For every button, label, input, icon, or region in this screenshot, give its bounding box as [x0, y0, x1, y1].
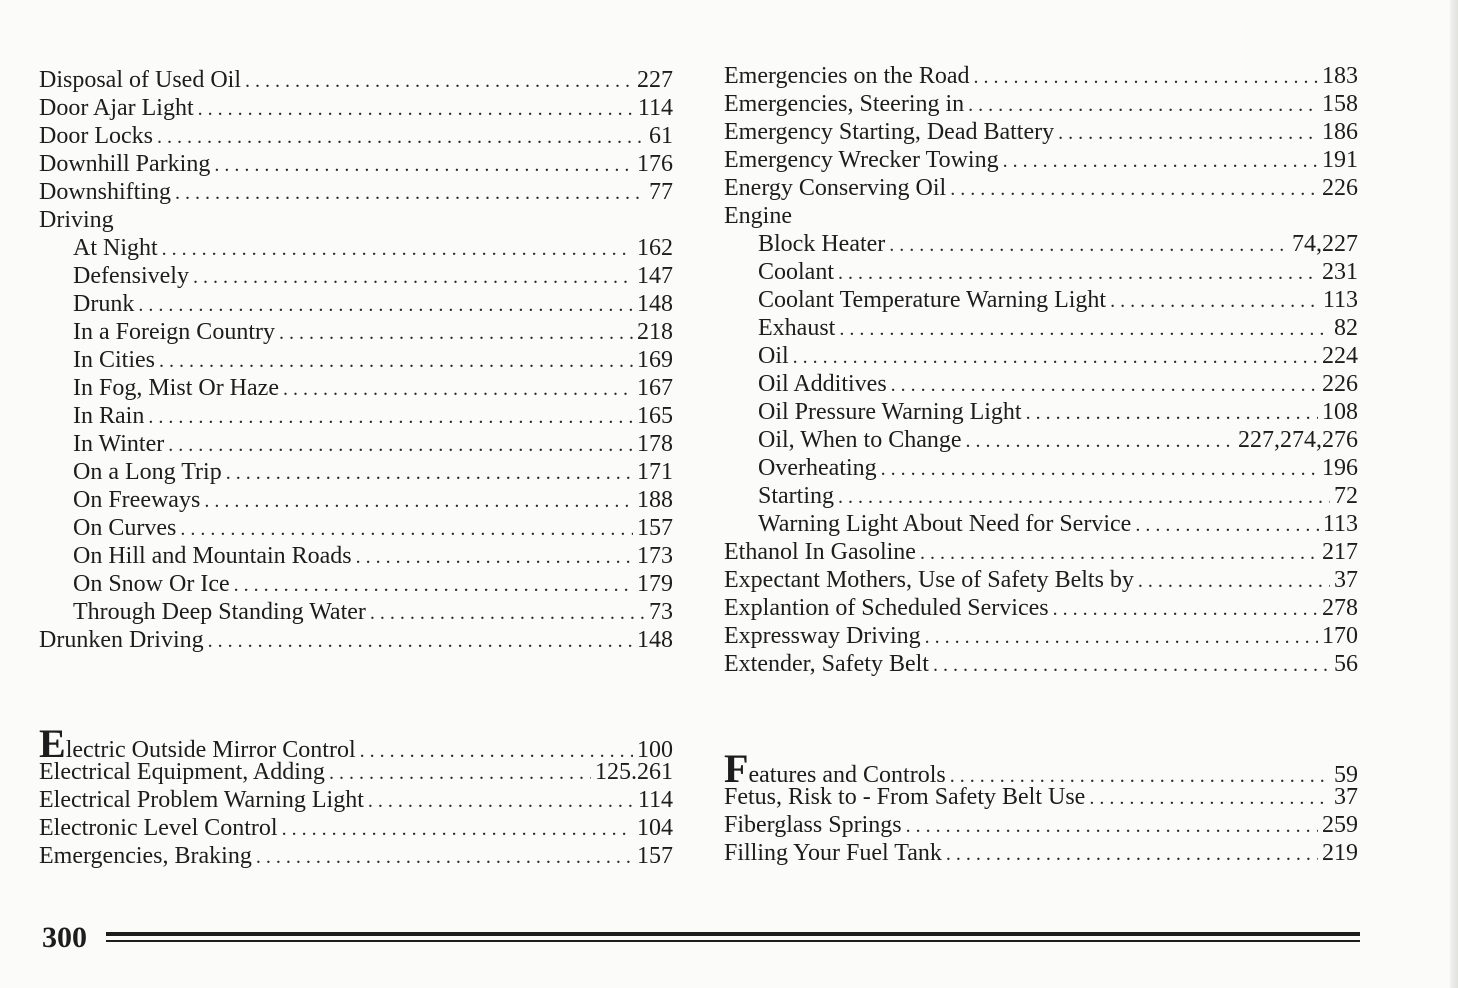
- index-entry: [39, 150, 673, 178]
- index-page-ref: 61: [649, 123, 673, 149]
- index-subentry: [39, 402, 673, 430]
- index-term: Oil, When to Change: [758, 427, 962, 453]
- dot-leader: [283, 375, 633, 403]
- index-term: Emergency Wrecker Towing: [724, 147, 999, 173]
- index-entry: [39, 94, 673, 122]
- index-page-ref: 219: [1322, 840, 1358, 866]
- index-entry: [724, 118, 1358, 146]
- index-entry: [724, 622, 1358, 650]
- index-subentry: [39, 542, 673, 570]
- index-term: Exhaust: [758, 315, 836, 341]
- index-page-ref: 218: [637, 319, 673, 345]
- index-page-ref: 125.261: [595, 759, 673, 785]
- index-term: Filling Your Fuel Tank: [724, 840, 942, 866]
- index-entry: [39, 626, 673, 654]
- dot-leader: [1138, 567, 1330, 595]
- section-dropcap: E: [39, 721, 66, 766]
- index-page-ref: 147: [637, 263, 673, 289]
- index-page-ref: 73: [649, 599, 673, 625]
- index-section-e-continued: [724, 62, 1358, 678]
- index-page-ref: 37: [1334, 784, 1358, 810]
- index-term: Electrical Problem Warning Light: [39, 787, 364, 813]
- index-page-ref: 173: [637, 543, 673, 569]
- index-page-ref: 183: [1322, 63, 1358, 89]
- index-term: Fetus, Risk to - From Safety Belt Use: [724, 784, 1086, 810]
- index-subentry: [39, 346, 673, 374]
- index-subentry: [724, 258, 1358, 286]
- index-term: In Winter: [73, 431, 165, 457]
- index-page-ref: 113: [1322, 511, 1358, 537]
- index-page-ref: 186: [1322, 119, 1358, 145]
- dot-leader: [973, 63, 1318, 91]
- index-page-ref: 114: [637, 95, 673, 121]
- dot-leader: [891, 371, 1318, 399]
- dot-leader: [368, 787, 634, 815]
- index-term: Oil Additives: [758, 371, 887, 397]
- index-heading: [724, 202, 1358, 230]
- dot-leader: [370, 599, 645, 627]
- dot-leader: [950, 175, 1318, 203]
- index-entry: [39, 814, 673, 842]
- index-term: Warning Light About Need for Service: [758, 511, 1132, 537]
- index-entry: [39, 758, 673, 786]
- index-term: Explantion of Scheduled Services: [724, 595, 1049, 621]
- index-term: On Hill and Mountain Roads: [73, 543, 352, 569]
- dot-leader: [193, 263, 633, 291]
- index-term: On a Long Trip: [73, 459, 222, 485]
- dot-leader: [226, 459, 633, 487]
- dot-leader: [839, 315, 1330, 343]
- index-term: Energy Conserving Oil: [724, 175, 947, 201]
- dot-leader: [180, 515, 633, 543]
- index-term-rest: lectric Outside Mirror Control: [65, 737, 356, 763]
- index-entry: [724, 783, 1358, 811]
- index-term: Electronic Level Control: [39, 815, 278, 841]
- index-entry: [724, 90, 1358, 118]
- index-term: Oil: [758, 343, 789, 369]
- index-term: Expressway Driving: [724, 623, 921, 649]
- dot-leader: [1058, 119, 1318, 147]
- index-term: Door Ajar Light: [39, 95, 194, 121]
- index-term: Emergencies on the Road: [724, 63, 970, 89]
- index-page-ref: 196: [1322, 455, 1358, 481]
- index-page-ref: 157: [637, 515, 673, 541]
- index-term: On Curves: [73, 515, 177, 541]
- index-page-ref: 165: [637, 403, 673, 429]
- dot-leader: [148, 403, 633, 431]
- index-entry: [724, 594, 1358, 622]
- dot-leader: [256, 843, 633, 871]
- dot-leader: [1089, 784, 1330, 812]
- index-page-ref: 158: [1322, 91, 1358, 117]
- dot-leader: [208, 627, 633, 655]
- index-section-d: [39, 66, 673, 654]
- dot-leader: [159, 347, 633, 375]
- dot-leader: [175, 179, 645, 207]
- index-entry: [39, 786, 673, 814]
- index-subentry: [39, 514, 673, 542]
- index-subentry: [39, 570, 673, 598]
- index-subentry: [724, 342, 1358, 370]
- index-term: On Snow Or Ice: [73, 571, 230, 597]
- index-term: Block Heater: [758, 231, 886, 257]
- index-subentry: [39, 430, 673, 458]
- index-term: Oil Pressure Warning Light: [758, 399, 1022, 425]
- index-subentry: [39, 234, 673, 262]
- dot-leader: [925, 623, 1318, 651]
- dot-leader: [838, 259, 1318, 287]
- index-page-ref: 226: [1322, 175, 1358, 201]
- index-term: Emergencies, Steering in: [724, 91, 965, 117]
- index-subentry: [724, 370, 1358, 398]
- dot-leader: [138, 291, 633, 319]
- index-page-ref: 170: [1322, 623, 1358, 649]
- index-subentry: [39, 262, 673, 290]
- index-subentry: [39, 598, 673, 626]
- dot-leader: [1135, 511, 1319, 539]
- index-subentry: [724, 482, 1358, 510]
- index-term: Starting: [758, 483, 834, 509]
- index-entry: [39, 721, 673, 766]
- index-subentry: [39, 486, 673, 514]
- index-column-left: [39, 66, 673, 869]
- index-entry: [724, 839, 1358, 867]
- index-term: Defensively: [73, 263, 189, 289]
- index-section-e: [39, 721, 673, 870]
- dot-leader: [282, 815, 633, 843]
- index-page-ref: 114: [637, 787, 673, 813]
- index-subentry: [724, 510, 1358, 538]
- index-subentry: [39, 290, 673, 318]
- index-term: In Fog, Mist Or Haze: [73, 375, 279, 401]
- index-subentry: [724, 286, 1358, 314]
- index-entry: [724, 146, 1358, 174]
- index-term: Door Locks: [39, 123, 153, 149]
- index-term: Drunk: [73, 291, 135, 317]
- dot-leader: [838, 483, 1330, 511]
- index-page-ref: 217: [1322, 539, 1358, 565]
- index-subentry: [39, 458, 673, 486]
- index-page-ref: 113: [1322, 287, 1358, 313]
- index-page-ref: 100: [637, 737, 673, 763]
- dot-leader: [168, 431, 633, 459]
- index-page-ref: 227,274,276: [1238, 427, 1358, 453]
- dot-leader: [1003, 147, 1318, 175]
- index-term: At Night: [73, 235, 158, 261]
- index-page-ref: 148: [637, 627, 673, 653]
- index-page-ref: 179: [637, 571, 673, 597]
- footer-rule-thin: [106, 940, 1360, 942]
- index-term: Fiberglass Springs: [724, 812, 902, 838]
- dot-leader: [968, 91, 1318, 119]
- dot-leader: [245, 67, 633, 95]
- index-entry: [724, 566, 1358, 594]
- index-entry: [39, 842, 673, 870]
- index-term: On Freeways: [73, 487, 201, 513]
- page-edge-shadow: [1450, 0, 1458, 988]
- index-term: Driving: [39, 207, 114, 233]
- index-term: Engine: [724, 203, 792, 229]
- index-term: Ethanol In Gasoline: [724, 539, 916, 565]
- dot-leader: [793, 343, 1318, 371]
- footer-rule-thick: [106, 932, 1360, 936]
- dot-leader: [234, 571, 633, 599]
- index-column-right: [724, 62, 1358, 866]
- index-page-ref: 226: [1322, 371, 1358, 397]
- index-page-ref: 176: [637, 151, 673, 177]
- index-page-ref: 82: [1334, 315, 1358, 341]
- index-page-ref: 148: [637, 291, 673, 317]
- index-term: Overheating: [758, 455, 877, 481]
- index-page-ref: 104: [637, 815, 673, 841]
- index-term: In Cities: [73, 347, 155, 373]
- index-entry: [39, 178, 673, 206]
- index-term: Electrical Equipment, Adding: [39, 759, 325, 785]
- index-section-f: [724, 746, 1358, 867]
- index-page-ref: 37: [1334, 567, 1358, 593]
- index-entry: [724, 62, 1358, 90]
- index-page-ref: 231: [1322, 259, 1358, 285]
- dot-leader: [279, 319, 633, 347]
- index-page-ref: 191: [1322, 147, 1358, 173]
- index-page-ref: 167: [637, 375, 673, 401]
- index-term: Emergencies, Braking: [39, 843, 252, 869]
- index-entry: [724, 174, 1358, 202]
- index-term: Coolant: [758, 259, 834, 285]
- index-page-ref: 72: [1334, 483, 1358, 509]
- index-page-ref: 259: [1322, 812, 1358, 838]
- index-page-ref: 224: [1322, 343, 1358, 369]
- index-term: Emergency Starting, Dead Battery: [724, 119, 1055, 145]
- index-subentry: [724, 230, 1358, 258]
- dot-leader: [162, 235, 633, 263]
- index-term: In a Foreign Country: [73, 319, 275, 345]
- index-subentry: [724, 454, 1358, 482]
- index-page-ref: 169: [637, 347, 673, 373]
- index-page-ref: 227: [637, 67, 673, 93]
- dot-leader: [946, 840, 1318, 868]
- index-entry: [724, 746, 1358, 791]
- index-subentry: [724, 314, 1358, 342]
- dot-leader: [329, 759, 591, 787]
- index-page-ref: 59: [1334, 762, 1358, 788]
- page-footer: [42, 918, 1360, 958]
- index-page-ref: 162: [637, 235, 673, 261]
- index-term: Disposal of Used Oil: [39, 67, 241, 93]
- index-page-ref: 157: [637, 843, 673, 869]
- index-subentry: [724, 426, 1358, 454]
- index-term: Coolant Temperature Warning Light: [758, 287, 1107, 313]
- section-dropcap: F: [724, 746, 749, 791]
- index-entry: [724, 650, 1358, 678]
- index-page-ref: 77: [649, 179, 673, 205]
- index-page-ref: 108: [1322, 399, 1358, 425]
- index-subentry: [39, 374, 673, 402]
- dot-leader: [157, 123, 645, 151]
- page-number: 300: [42, 921, 87, 954]
- index-subentry: [39, 318, 673, 346]
- dot-leader: [966, 427, 1234, 455]
- index-page-ref: 178: [637, 431, 673, 457]
- dot-leader: [214, 151, 633, 179]
- index-term: Drunken Driving: [39, 627, 204, 653]
- index-heading: [39, 206, 673, 234]
- index-page-ref: 171: [637, 459, 673, 485]
- dot-leader: [1110, 287, 1319, 315]
- index-page-ref: 56: [1334, 651, 1358, 677]
- index-term: Expectant Mothers, Use of Safety Belts by: [724, 567, 1134, 593]
- index-entry: [724, 538, 1358, 566]
- index-term: Extender, Safety Belt: [724, 651, 929, 677]
- index-entry: [39, 122, 673, 150]
- index-term-rest: eatures and Controls: [748, 762, 946, 788]
- index-term: Downhill Parking: [39, 151, 211, 177]
- dot-leader: [906, 812, 1318, 840]
- dot-leader: [881, 455, 1318, 483]
- dot-leader: [889, 231, 1288, 259]
- index-term: Through Deep Standing Water: [73, 599, 366, 625]
- index-page-ref: 278: [1322, 595, 1358, 621]
- dot-leader: [198, 95, 634, 123]
- index-subentry: [724, 398, 1358, 426]
- index-page-ref: 188: [637, 487, 673, 513]
- index-entry: [39, 66, 673, 94]
- dot-leader: [1026, 399, 1318, 427]
- dot-leader: [356, 543, 633, 571]
- index-term: Downshifting: [39, 179, 171, 205]
- index-entry: [724, 811, 1358, 839]
- dot-leader: [204, 487, 633, 515]
- index-term: In Rain: [73, 403, 145, 429]
- dot-leader: [1053, 595, 1318, 623]
- dot-leader: [933, 651, 1330, 679]
- index-page-ref: 74,227: [1292, 231, 1358, 257]
- dot-leader: [920, 539, 1318, 567]
